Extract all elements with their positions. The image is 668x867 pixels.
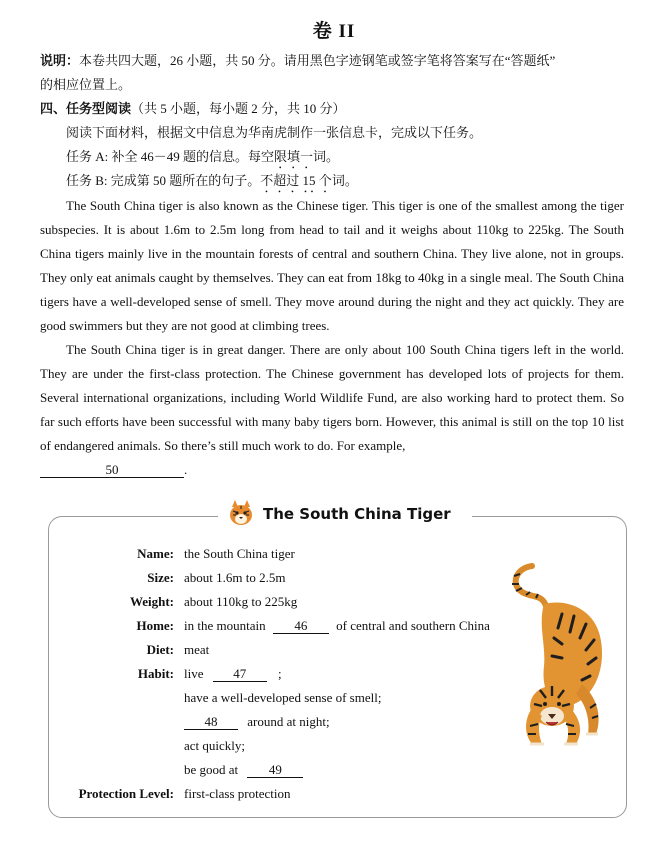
passage-paragraph-2 — [40, 338, 624, 482]
label-name: Name: — [137, 546, 174, 561]
answer-blank-46[interactable]: 46 — [273, 619, 329, 634]
value-weight: about 110kg to 225kg — [184, 594, 298, 609]
tiger-illustration — [502, 558, 612, 752]
value-habit-2: have a well-developed sense of smell; — [184, 690, 382, 705]
section-note: （共 5 小题，每小题 2 分，共 10 分） — [131, 101, 346, 116]
habit-3-suffix: around at night; — [247, 714, 330, 729]
label-habit: Habit: — [137, 666, 174, 681]
instructions-text: 本卷共四大题，26 小题，共 50 分。请用黑色字迹钢笔或签字笔将答案写在“答题纸” — [79, 53, 556, 68]
passage-paragraph-2-text: The South China tiger is in great danger. There are only about 100 South China tigers left in the world. They are under the first-class protection. The Chinese government has developed lots of projects for them. Several international organizations, including World Wildlife Fund, are also working hard to protect them. So far such efforts have been successful with many baby tigers born. However, this animal is still on the top 10 list of endangered animals. So there’s still much work to do. For example, — [40, 342, 624, 453]
label-protection-level: Protection Level: — [78, 786, 174, 801]
answer-blank-49[interactable]: 49 — [247, 763, 303, 778]
label-diet: Diet: — [146, 642, 174, 657]
home-prefix: in the mountain — [184, 618, 266, 633]
task-a-text: 任务 A: 补全 46－49 题的信息。每空 — [66, 149, 275, 164]
value-habit-5 — [184, 762, 303, 778]
page-title: 卷 II — [312, 21, 356, 42]
label-weight: Weight: — [129, 594, 174, 609]
value-name: the South China tiger — [184, 546, 295, 561]
habit-prefix: live — [184, 666, 204, 681]
instructions-label: 说明： — [40, 53, 80, 68]
value-home — [184, 618, 490, 634]
value-habit-4: act quickly; — [184, 738, 246, 753]
task-a-emphasis: 限填一 — [274, 149, 314, 164]
instructions-line-2: 的相应位置上。 — [40, 77, 132, 92]
passage-paragraph-1: The South China tiger is also known as the Chinese tiger. This tiger is one of the smallest among the tiger subspecies. It is about 1.6m to 2.5m long from head to tail and it weighs about 110kg to 225kg. The South China tigers mainly live in the mountain forests of central and southern China. They live alone, not in groups. They only eat animals caught by themselves. They can eat from 18kg to 40kg in a single meal. The South China tigers have a well-developed sense of smell. They move around during the night and they act quickly. They are good swimmers but they are not good at climbing trees. — [40, 198, 624, 333]
section-heading: 四、任务型阅读 — [40, 101, 132, 116]
card-title: The South China Tiger — [263, 505, 451, 523]
answer-blank-50[interactable]: 50 — [40, 462, 184, 478]
value-protection-level: first-class protection — [184, 786, 291, 801]
answer-blank-48[interactable]: 48 — [184, 715, 238, 730]
task-b-end: 词。 — [331, 173, 358, 188]
habit-suffix: ; — [278, 666, 282, 681]
label-home: Home: — [136, 618, 174, 633]
value-habit-3 — [184, 714, 330, 730]
value-diet: meat — [184, 642, 210, 657]
passage-end: . — [184, 462, 188, 477]
habit-5-prefix: be good at — [184, 762, 239, 777]
home-suffix: of central and southern China — [336, 618, 490, 633]
section-heading-line — [40, 100, 346, 118]
task-a — [66, 148, 339, 172]
tiger-head-icon — [226, 497, 256, 529]
answer-blank-47[interactable]: 47 — [213, 667, 267, 682]
instructions-line — [40, 52, 555, 70]
task-a-end: 词。 — [313, 149, 340, 164]
value-size: about 1.6m to 2.5m — [184, 570, 286, 585]
task-b-emphasis: 不超过 15 个 — [260, 173, 332, 188]
task-b — [66, 172, 358, 196]
label-size: Size: — [147, 570, 174, 585]
section-intro: 阅读下面材料，根据文中信息为华南虎制作一张信息卡，完成以下任务。 — [66, 125, 483, 140]
value-habit-1 — [184, 666, 282, 682]
task-b-text: 任务 B: 完成第 50 题所在的句子。 — [66, 173, 261, 188]
